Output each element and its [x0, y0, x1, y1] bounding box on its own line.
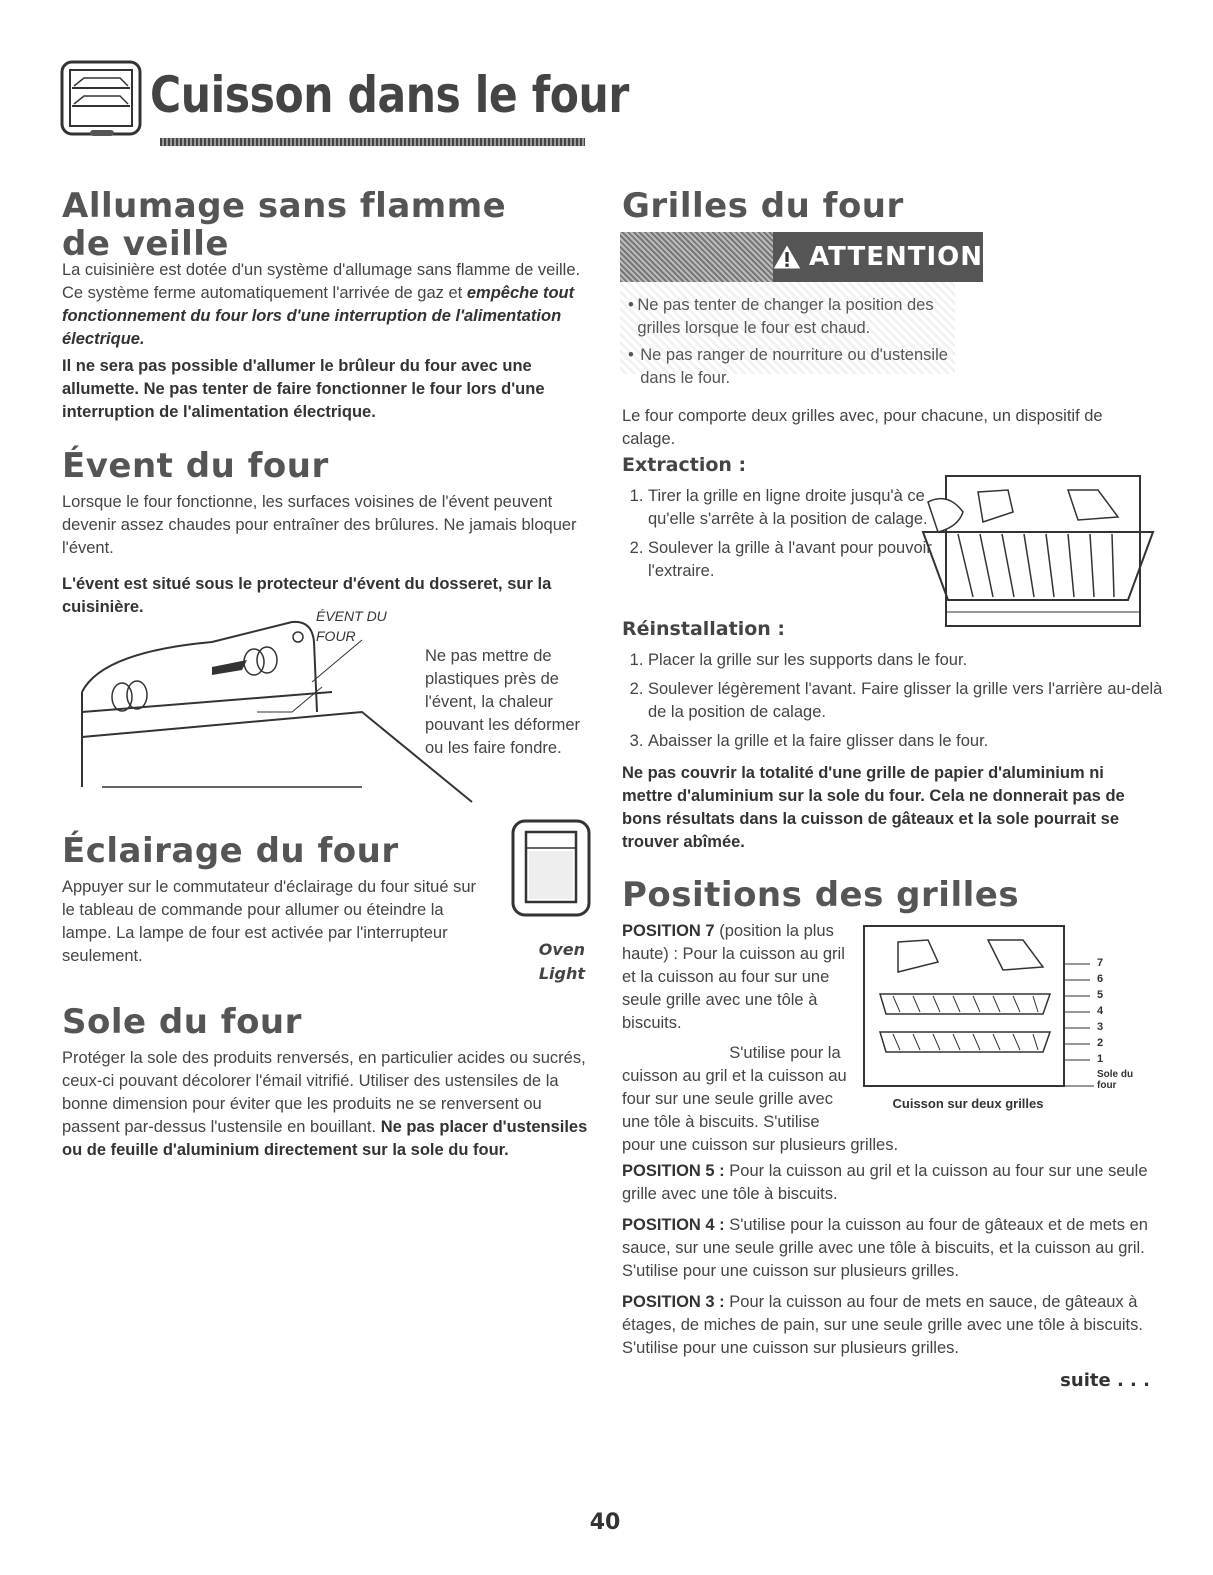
pilotless-warning: Il ne sera pas possible d'allumer le brûleur du four avec une allumette. Ne pas tenter de faire fonctionner le four lors d'une interruption de l'alimentation électrique.	[62, 357, 545, 421]
pilotless-text: La cuisinière est dotée d'un système d'allumage sans flamme de veille. Ce système ferme automatiquement l'arrivée de gaz et	[62, 261, 581, 302]
section-heading-bottom: Sole du four	[62, 1002, 302, 1042]
position-4-text: S'utilise pour la cuisson au four de gâteaux et de mets en sauce, sur une seule grille avec une tôle à biscuits, et la cuisson au gril. S'utilise pour une cuisson sur plusieurs grilles.	[622, 1216, 1148, 1280]
continued-label: suite . . .	[1060, 1370, 1150, 1391]
rack-number: 5	[1097, 989, 1104, 1001]
section-heading-vent: Évent du four	[62, 446, 329, 486]
attention-label-box	[773, 232, 983, 282]
rack-number: 7	[1097, 957, 1104, 969]
title-rule	[160, 138, 585, 146]
rack-number: 2	[1097, 1037, 1104, 1049]
section-heading-racks: Grilles du four	[622, 186, 904, 226]
replace-heading: Réinstallation :	[622, 618, 786, 640]
section-heading-pilotless: Allumage sans flamme de veille	[62, 186, 507, 264]
attention-label: ATTENTION	[809, 242, 983, 272]
section-heading-light: Éclairage du four	[62, 831, 399, 871]
range-vent-illustration	[62, 612, 482, 807]
replace-steps	[622, 649, 1168, 759]
list-item: 3. Abaisser la grille et la faire glisser dans le four.	[648, 730, 1168, 753]
position-7	[622, 920, 847, 1035]
diagram-float-shim	[852, 1042, 1152, 1114]
position-3	[622, 1291, 1152, 1360]
warning-item: Ne pas tenter de changer la position des grilles lorsque le four est chaud.	[637, 296, 934, 337]
list-item: 2. Soulever la grille à l'avant pour pouvoir l'extraire.	[648, 537, 938, 583]
position-4-label: POSITION 4 :	[622, 1216, 725, 1234]
pilotless-paragraph	[62, 259, 599, 351]
pilotless-emphasis: empêche tout fonctionnement du four lors d'une interruption de l'alimentation électrique.	[62, 284, 575, 348]
page-number: 40	[589, 1510, 621, 1535]
position-4	[622, 1214, 1152, 1283]
attention-warnings: • Ne pas tenter de changer la position des grilles lorsque le four est chaud. • Ne pas ranger de nourriture ou d'ustensile dans le four.	[628, 294, 948, 390]
vent-label: ÉVENT DU FOUR	[316, 608, 387, 644]
foil-warning: Ne pas couvrir la totalité d'une grille de papier d'aluminium ni mettre d'aluminium sur la sole du four. Cela ne donnerait pas de bons résultats dans la cuisson de gâteaux et la sole pourrait se trouver abîmée.	[622, 764, 1125, 851]
position-5-text: Pour la cuisson au gril et la cuisson au four sur une seule grille avec une tôle à biscuits.	[622, 1162, 1148, 1203]
position-6-text: S'utilise pour la cuisson au gril et la cuisson au four sur une seule grille avec une tôle à biscuits. S'utilise pour une cuisson sur plusieurs grilles.	[622, 1044, 899, 1154]
position-5-label: POSITION 5 :	[622, 1162, 725, 1180]
sole-label: Sole du four	[1097, 1069, 1134, 1091]
oven-light-caption: Oven Light	[538, 940, 585, 983]
light-paragraph: Appuyer sur le commutateur d'éclairage du four situé sur le tableau de commande pour allumer ou éteindre la lampe. La lampe de four est activée par l'interrupteur seulement.	[62, 878, 477, 965]
removal-steps	[622, 485, 938, 589]
vent-location: L'évent est situé sous le protecteur d'évent du dosseret, sur la cuisinière.	[62, 575, 552, 616]
bottom-text: Protéger la sole des produits renversés, en particulier acides ou sucrés, ceux-ci pouvant décolorer l'émail vitrifié. Utiliser des ustensiles de la bonne dimension pour éviter que les produits ne se renversent ou passent par-dessus l'ustensile en bouillant.	[62, 1049, 586, 1136]
section-heading-positions: Positions des grilles	[622, 875, 1020, 915]
position-3-text: Pour la cuisson au four de mets en sauce, de gâteaux à étages, de miches de pain, sur une seule grille avec une tôle à biscuits. S'utilise pour une cuisson sur plusieurs grilles.	[622, 1293, 1143, 1357]
list-item: 2. Soulever légèrement l'avant. Faire glisser la grille vers l'arrière au-delà de la position de calage.	[648, 678, 1168, 724]
position-5	[622, 1160, 1152, 1206]
warning-triangle-icon	[773, 242, 801, 272]
position-7-text: (position la plus haute) : Pour la cuisson au gril et la cuisson au four sur une seule grille avec une tôle à biscuits.	[622, 922, 845, 1032]
rack-number: 3	[1097, 1021, 1104, 1033]
racks-intro: Le four comporte deux grilles avec, pour chacune, un dispositif de calage.	[622, 407, 1103, 448]
position-3-label: POSITION 3 :	[622, 1293, 725, 1311]
vent-note: Ne pas mettre de plastiques près de l'évent, la chaleur pouvant les déformer ou les faire fondre.	[425, 647, 581, 757]
warning-item: Ne pas ranger de nourriture ou d'ustensile dans le four.	[640, 346, 948, 387]
rack-number: 6	[1097, 973, 1104, 985]
position-7-label: POSITION 7	[622, 922, 715, 940]
bottom-paragraph	[62, 1047, 599, 1162]
list-item: 1. Tirer la grille en ligne droite jusqu'à ce qu'elle s'arrête à la position de calage.	[648, 485, 938, 531]
position-6-body	[622, 1042, 1152, 1157]
oven-icon	[60, 60, 142, 140]
page-title: Cuisson dans le four	[150, 66, 629, 124]
rack-number: 1	[1097, 1053, 1104, 1065]
vent-paragraph: Lorsque le four fonctionne, les surfaces voisines de l'évent peuvent devenir assez chaudes pour entraîner des brûlures. Ne jamais bloquer l'évent.	[62, 493, 577, 557]
rack-number: 4	[1097, 1005, 1104, 1017]
removal-heading: Extraction :	[622, 454, 747, 476]
light-switch-icon	[510, 818, 592, 918]
diagram-caption: Cuisson sur deux grilles	[892, 1096, 1044, 1111]
bottom-warning: Ne pas placer d'ustensiles ou de feuille d'aluminium directement sur la sole du four.	[62, 1118, 588, 1159]
rack-removal-illustration	[918, 472, 1158, 632]
list-item: 1. Placer la grille sur les supports dans le four.	[648, 649, 1168, 672]
